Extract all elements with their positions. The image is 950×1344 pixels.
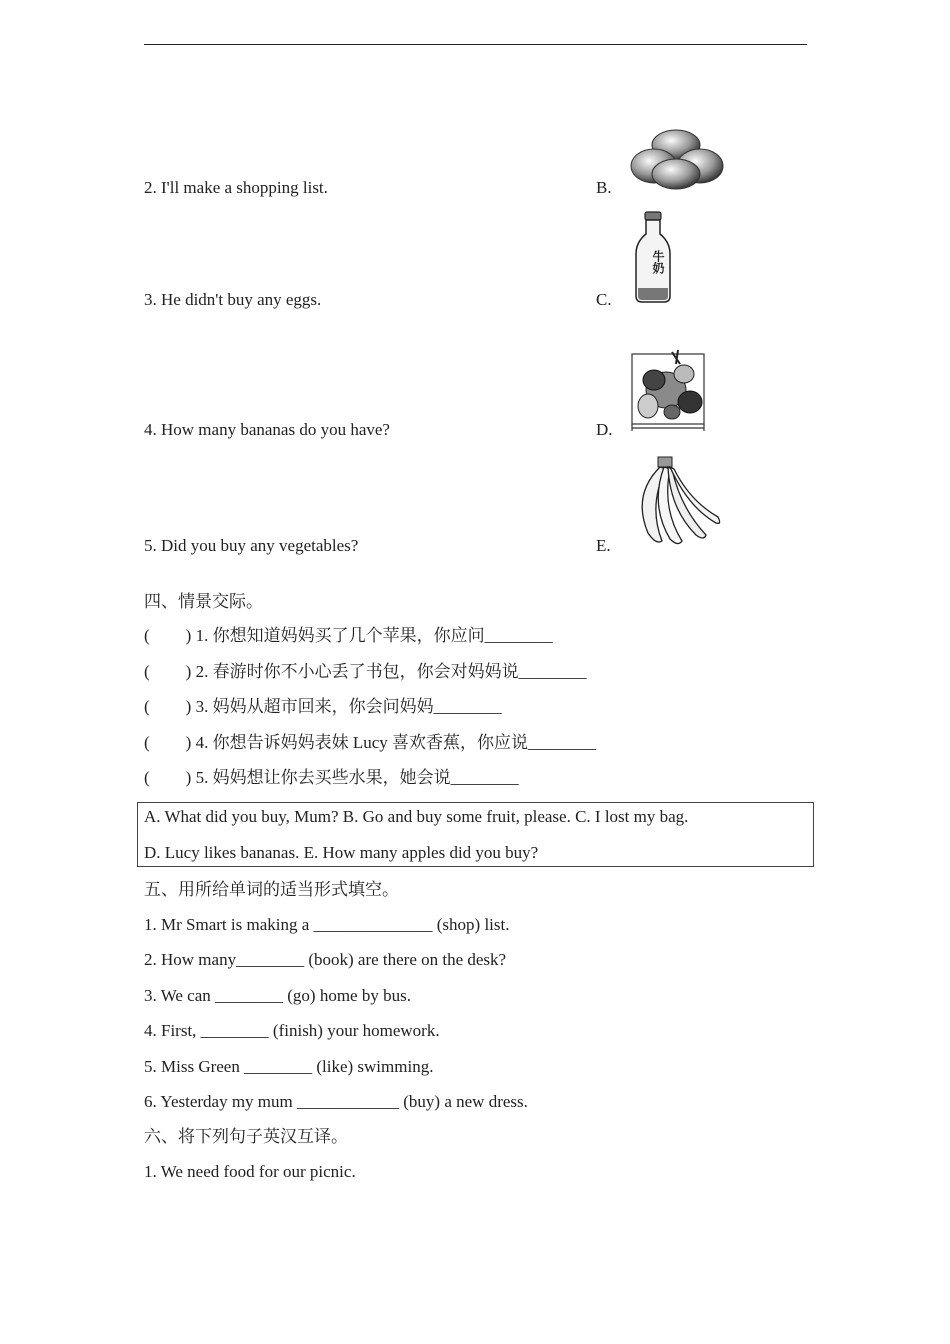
- banana-bunch-picture: [630, 455, 722, 547]
- fill-blank-item-4: 4. First, ________ (finish) your homework.: [144, 1021, 440, 1040]
- answer-paren-close: ) 1.: [185, 626, 209, 645]
- item-text: Did you buy any vegetables?: [161, 536, 359, 555]
- fill-blank-item-2: 2. How many________ (book) are there on the desk?: [144, 950, 507, 969]
- vegetable-box-picture: [628, 346, 708, 432]
- buns-picture: [628, 128, 726, 190]
- answer-paren-open: (: [144, 697, 150, 716]
- item-number: 3.: [144, 290, 157, 309]
- answer-paren-close: ) 5.: [185, 768, 209, 787]
- answer-options-box: [137, 802, 814, 867]
- section-6-title: 六、将下列句子英汉互译。: [144, 1127, 348, 1146]
- item-number: 5.: [144, 536, 157, 555]
- dialogue-item-4: [144, 732, 596, 754]
- dialogue-question: 妈妈从超市回来，你会问妈妈________: [212, 697, 502, 716]
- options-row-1: A. What did you buy, Mum? B. Go and buy some fruit, please. C. I lost my bag.: [144, 807, 689, 826]
- option-letter-b: B.: [596, 178, 612, 197]
- fill-blank-item-6: 6. Yesterday my mum ____________ (buy) a new dress.: [144, 1092, 528, 1111]
- milk-bottle-picture: [632, 210, 674, 304]
- matching-item-4: [144, 419, 390, 441]
- fill-blank-item-3: 3. We can ________ (go) home by bus.: [144, 986, 411, 1005]
- option-letter-c: C.: [596, 290, 612, 309]
- dialogue-question: 你想告诉妈妈表妹 Lucy 喜欢香蕉，你应说________: [212, 733, 597, 752]
- matching-item-2: [144, 177, 328, 199]
- item-text: I'll make a shopping list.: [161, 178, 328, 197]
- milk-label: 牛奶: [651, 250, 665, 274]
- option-letter-d: D.: [596, 420, 613, 439]
- dialogue-item-3: [144, 696, 502, 718]
- matching-item-3: [144, 289, 321, 311]
- item-text: How many bananas do you have?: [161, 420, 390, 439]
- header-rule: [144, 44, 807, 45]
- dialogue-item-1: [144, 625, 553, 647]
- item-number: 4.: [144, 420, 157, 439]
- answer-paren-open: (: [144, 733, 150, 752]
- answer-paren-close: ) 2.: [185, 662, 209, 681]
- dialogue-item-5: [144, 767, 519, 789]
- dialogue-question: 妈妈想让你去买些水果，她会说________: [212, 768, 519, 787]
- fill-blank-item-1: 1. Mr Smart is making a ______________ (shop) list.: [144, 915, 510, 934]
- section-5-title: 五、用所给单词的适当形式填空。: [144, 880, 399, 899]
- answer-paren-close: ) 4.: [185, 733, 209, 752]
- answer-paren-close: ) 3.: [185, 697, 209, 716]
- option-letter-e: E.: [596, 536, 611, 555]
- dialogue-question: 春游时你不小心丢了书包，你会对妈妈说________: [212, 662, 587, 681]
- answer-paren-open: (: [144, 626, 150, 645]
- matching-item-5: [144, 535, 358, 557]
- answer-paren-open: (: [144, 768, 150, 787]
- item-number: 2.: [144, 178, 157, 197]
- dialogue-question: 你想知道妈妈买了几个苹果，你应问________: [212, 626, 553, 645]
- options-row-2: D. Lucy likes bananas. E. How many apples did you buy?: [144, 843, 539, 862]
- item-text: He didn't buy any eggs.: [161, 290, 322, 309]
- dialogue-item-2: [144, 661, 587, 683]
- translation-item-1: 1. We need food for our picnic.: [144, 1162, 356, 1181]
- section-4-title: 四、情景交际。: [144, 592, 263, 611]
- answer-paren-open: (: [144, 662, 150, 681]
- fill-blank-item-5: 5. Miss Green ________ (like) swimming.: [144, 1057, 434, 1076]
